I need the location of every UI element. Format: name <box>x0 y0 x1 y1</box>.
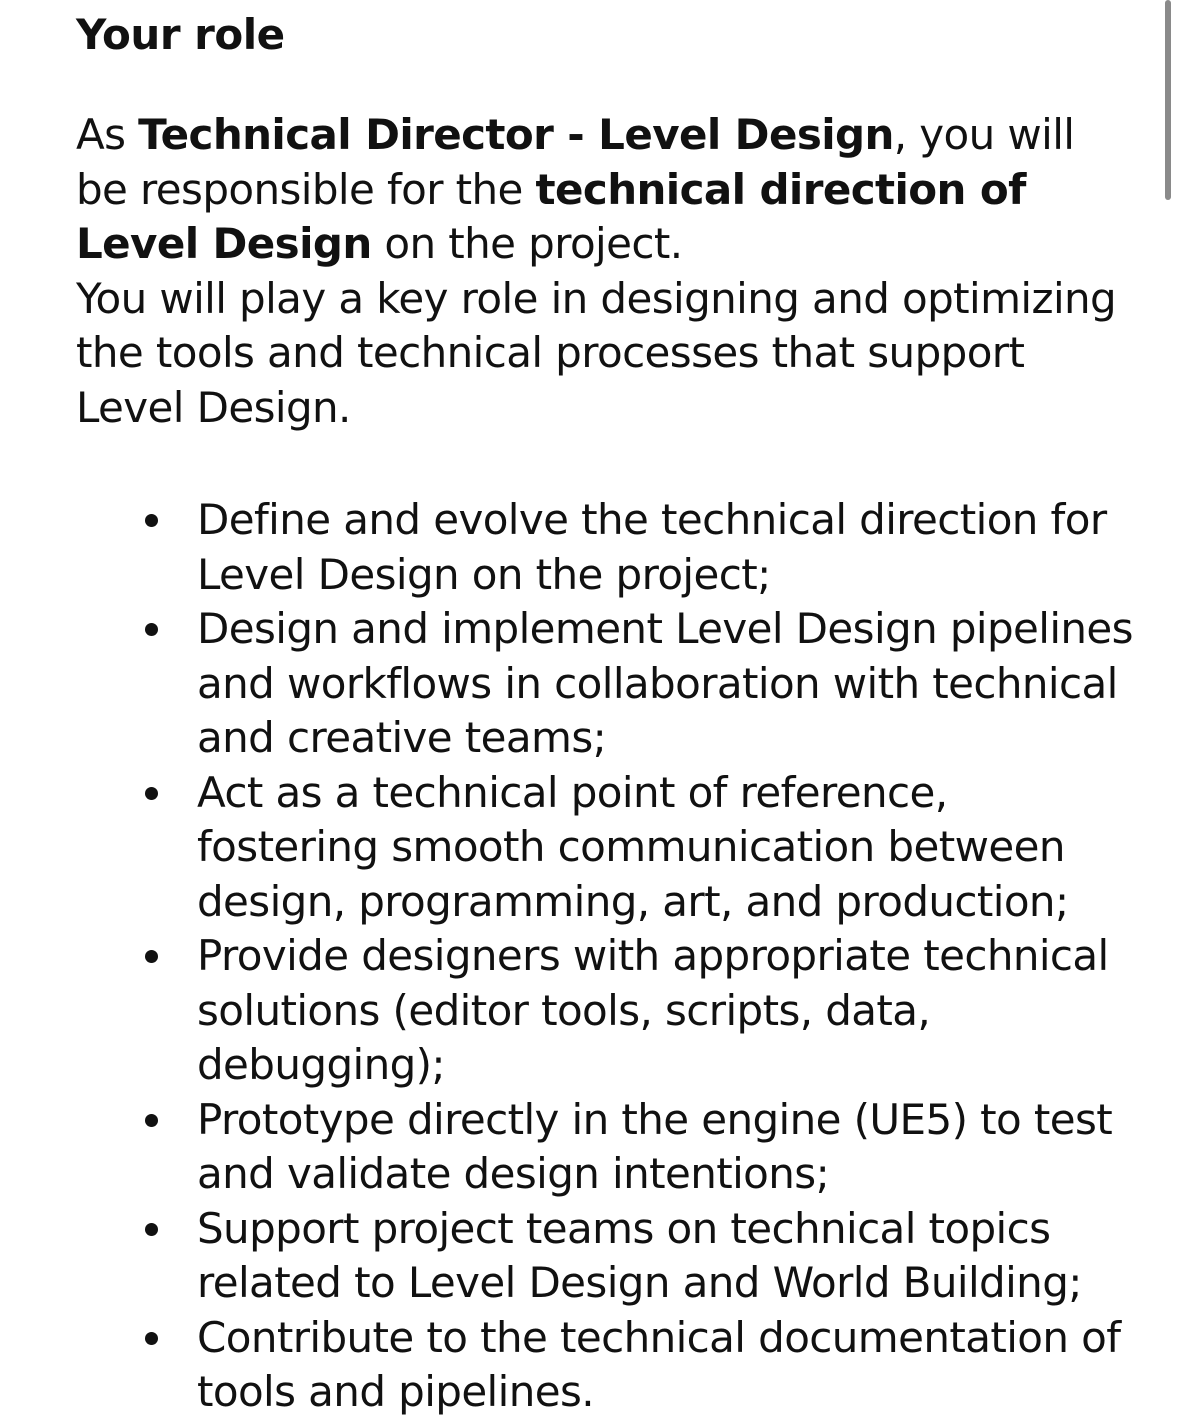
bullet-icon <box>145 1332 158 1345</box>
list-item <box>76 602 1136 766</box>
bullet-icon <box>145 1223 158 1236</box>
job-description <box>76 8 1136 1420</box>
vertical-scrollbar[interactable] <box>1165 0 1171 200</box>
list-item-text: Contribute to the technical documentation of tools and pipelines. <box>197 1312 1121 1416</box>
bullet-icon <box>145 950 158 963</box>
role-focus: technical direction of Level Design <box>76 164 1026 268</box>
list-item-text: Prototype directly in the engine (UE5) to test and validate design intentions; <box>197 1094 1113 1198</box>
role-title: Technical Director - Level Design <box>138 110 894 159</box>
section-heading: Your role <box>76 10 285 59</box>
intro-paragraph <box>76 108 1136 435</box>
list-item <box>76 1202 1136 1311</box>
intro-text: You will play a key role in designing and optimizing the tools and technical processes that support Level Design. <box>76 273 1117 432</box>
intro-text: , you will be responsible for the <box>76 110 1075 214</box>
list-item-text: Design and implement Level Design pipelines and workflows in collaboration with technical and creative teams; <box>197 604 1133 762</box>
list-item <box>76 766 1136 930</box>
list-item <box>76 1093 1136 1202</box>
list-item <box>76 1311 1136 1420</box>
list-item <box>76 929 1136 1093</box>
bullet-icon <box>145 1114 158 1127</box>
intro-text: on the project. <box>371 219 683 268</box>
bullet-icon <box>145 514 158 527</box>
intro-text: As <box>76 110 139 159</box>
list-item-text: Support project teams on technical topics related to Level Design and World Building; <box>197 1203 1082 1307</box>
responsibilities-list <box>76 493 1136 1420</box>
list-item-text: Provide designers with appropriate technical solutions (editor tools, scripts, data, debugging); <box>197 931 1109 1089</box>
list-item-text: Define and evolve the technical direction for Level Design on the project; <box>197 495 1107 599</box>
bullet-icon <box>145 787 158 800</box>
list-item-text: Act as a technical point of reference, fostering smooth communication between design, programming, art, and production; <box>197 767 1069 926</box>
bullet-icon <box>145 623 158 636</box>
list-item <box>76 493 1136 602</box>
